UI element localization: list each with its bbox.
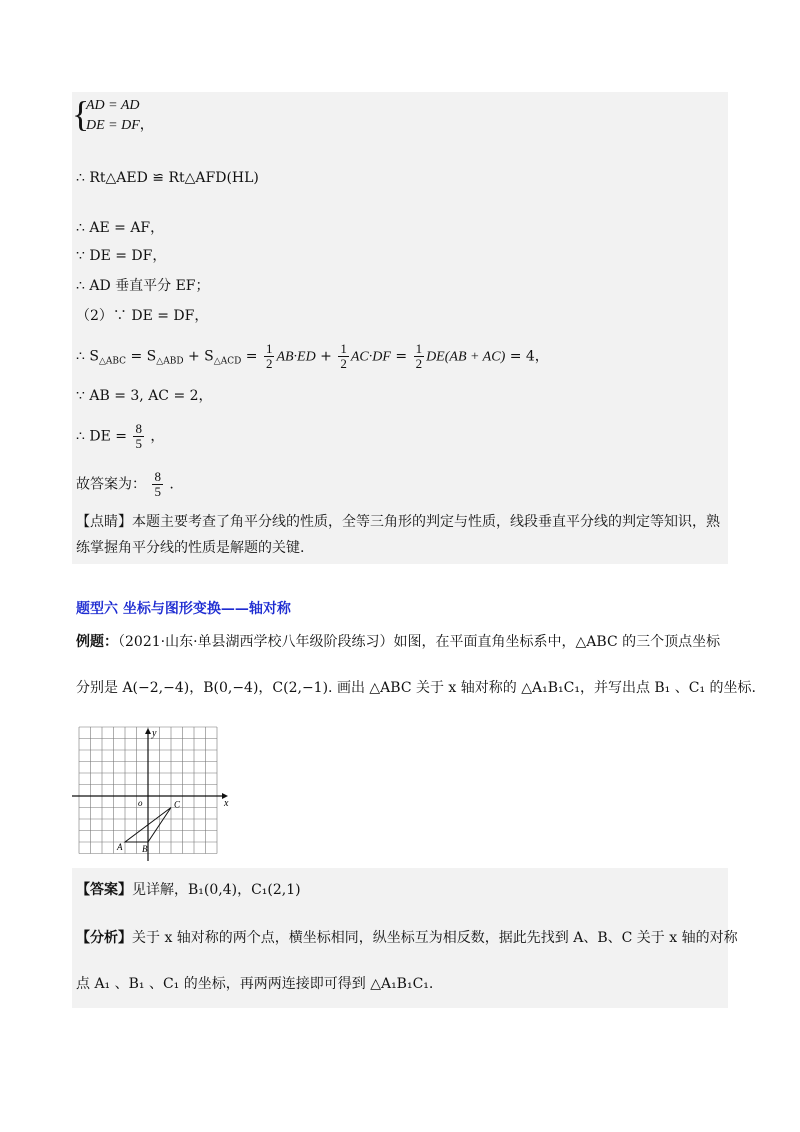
de-result-line: ∴ DE = $\frac{8}{5}$ ， bbox=[76, 421, 165, 451]
y-axis-label: y bbox=[152, 728, 157, 739]
y-axis-arrow bbox=[145, 728, 151, 734]
analysis-line-2: 点 A₁ 、B₁ 、C₁ 的坐标，再两两连接即可得到 △A₁B₁C₁. bbox=[76, 976, 434, 992]
system-line-2: DE = DF， bbox=[86, 118, 154, 133]
vertex-label-b: B bbox=[142, 844, 148, 854]
system-brace: { bbox=[72, 94, 90, 134]
x-axis-label: x bbox=[224, 798, 229, 809]
perp-bisector-line: ∴ AD 垂直平分 EF； bbox=[76, 278, 210, 294]
example-line-2: 分别是 A(−2,−4)，B(0,−4)，C(2,−1). 画出 △ABC 关于 x 轴对称的 △A₁B₁C₁，并写出点 B₁ 、C₁ 的坐标. bbox=[76, 680, 756, 696]
ae-af-line: ∴ AE = AF， bbox=[76, 220, 165, 236]
answer-row: 【答案】见详解，B₁(0,4)，C₁(2,1) bbox=[76, 882, 301, 898]
part2-line: （2）∵ DE = DF， bbox=[76, 308, 209, 324]
origin-label: o bbox=[138, 798, 143, 808]
system-line-1: AD = AD bbox=[86, 98, 140, 113]
answer-line: 故答案为： $\frac{8}{5}$ . bbox=[76, 469, 174, 499]
given-ab-ac: ∵ AB = 3, AC = 2， bbox=[76, 388, 213, 404]
comment-line-2: 练掌握角平分线的性质是解题的关键. bbox=[76, 540, 305, 556]
comment-line-1: 【点睛】本题主要考查了角平分线的性质，全等三角形的判定与性质，线段垂直平分线的判定等知识，熟 bbox=[76, 514, 720, 530]
congruence-line: ∴ Rt△AED ≌ Rt△AFD(HL) bbox=[76, 170, 259, 186]
vertex-label-c: C bbox=[174, 799, 181, 810]
vertex-label-a: A bbox=[117, 842, 123, 852]
area-equation: ∴ $S_{\triangle ABC} = S_{\triangle ABD} + S_{\triangle ACD}$ = $\frac{1}{2}$ AB·ED + $\frac{1}{2}$ AC·DF = $\frac{1}{2}$ DE(AB + AC) = 4， bbox=[76, 341, 549, 371]
coordinate-grid-figure bbox=[72, 726, 232, 866]
example-label: 例题： bbox=[76, 634, 118, 650]
analysis-line-1: 【分析】关于 x 轴对称的两个点，横坐标相同，纵坐标互为相反数，据此先找到 A、B、C 关于 x 轴的对称 bbox=[76, 930, 738, 946]
example-line-1: 例题：（2021·山东·单县湖西学校八年级阶段练习）如图，在平面直角坐标系中，△ABC 的三个顶点坐标 bbox=[76, 634, 721, 650]
de-df-line: ∵ DE = DF， bbox=[76, 248, 167, 264]
section-title: 题型六 坐标与图形变换——轴对称 bbox=[76, 601, 291, 617]
